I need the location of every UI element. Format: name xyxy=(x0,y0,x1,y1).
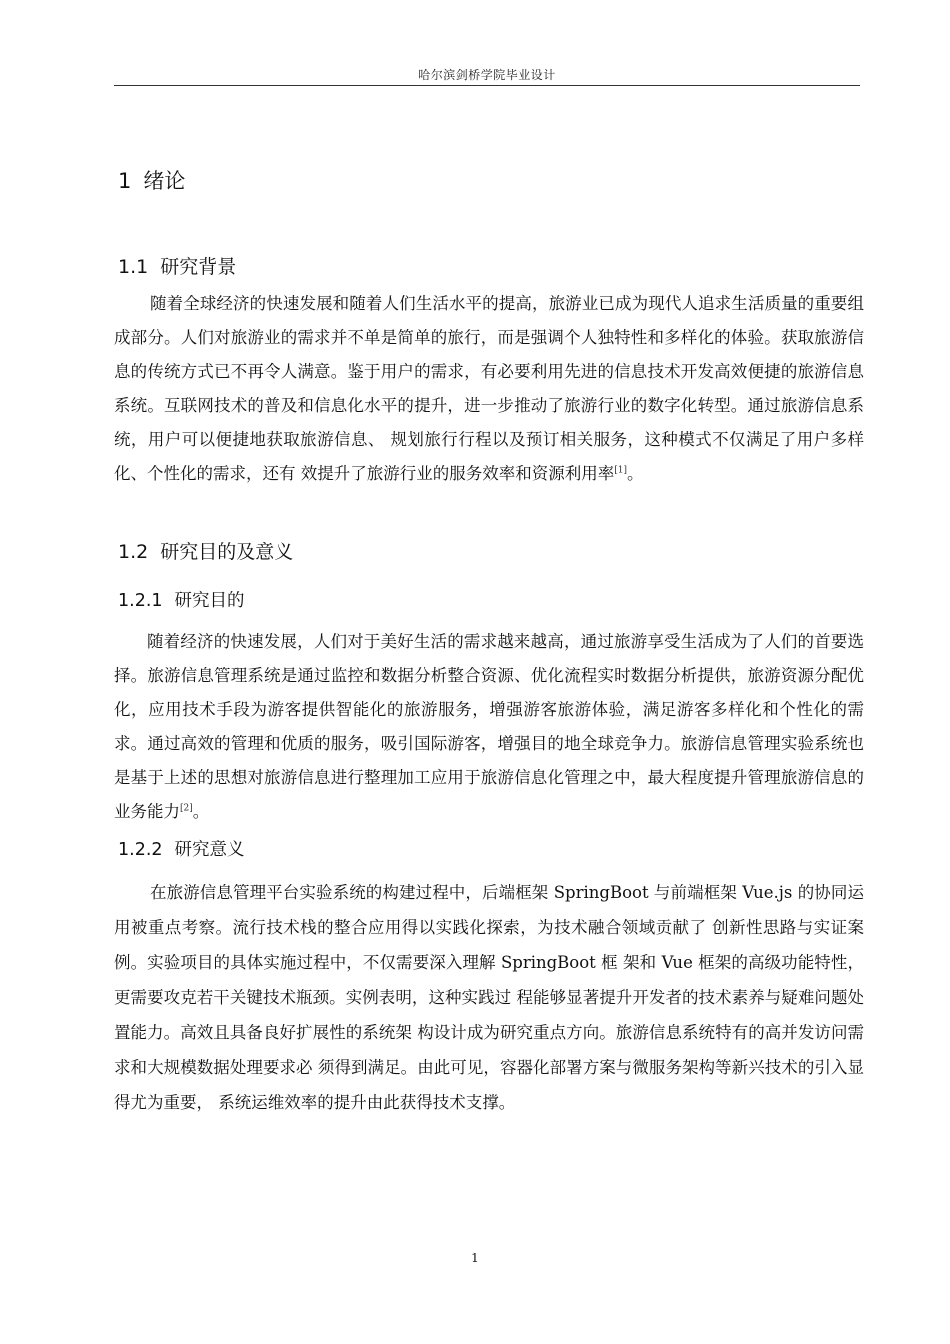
paragraph-background xyxy=(114,287,864,491)
chapter-number: 1 xyxy=(118,169,132,193)
subsection-heading-purpose xyxy=(118,587,245,612)
paragraph-text: 随着全球经济的快速发展和随着人们生活水平的提高，旅游业已成为现代人追求生活质量的重要组成部分。人们对旅游业的需求并不单是简单的旅行，而是强调个人独特性和多样化的体验。获取旅游信息的传统方式已不再令人满意。鉴于用户的需求，有必要利用先进的信息技术开发高效便捷的旅游信息系统。互联网技术的普及和信息化水平的提升，进一步推动了旅游行业的数字化转型。通过旅游信息系统，用户可以便捷地获取旅游信息、 规划旅行行程以及预订相关服务，这种模式不仅满足了用户多样化、个性化的需求，还有 效提升了旅游行业的服务效率和资源利用率 xyxy=(114,294,864,483)
header-rule xyxy=(114,85,860,86)
subsection-number: 1.2.2 xyxy=(118,840,163,860)
chapter-title: 绪论 xyxy=(143,169,186,193)
section-title: 研究背景 xyxy=(160,256,237,278)
subsection-title: 研究意义 xyxy=(174,840,245,860)
paragraph-purpose xyxy=(114,625,864,829)
paragraph-text: 在旅游信息管理平台实验系统的构建过程中，后端框架 SpringBoot 与前端框架 Vue.js 的协同运用被重点考察。流行技术栈的整合应用得以实践化探索，为技术融合领域贡献了 创新性思路与实证案例。实验项目的具体实施过程中，不仅需要深入理解 SpringBoot 框 架和 Vue 框架的高级功能特性，更需要攻克若干关键技术瓶颈。实例表明，这种实践过 程能够显著提升开发者的技术素养与疑难问题处置能力。高效且具备良好扩展性的系统架 构设计成为研究重点方向。旅游信息系统特有的高并发访问需求和大规模数据处理要求必 须得到满足。由此可见，容器化部署方案与微服务架构等新兴技术的引入显得尤为重要， 系统运维效率的提升由此获得技术支撑。 xyxy=(114,883,864,1112)
subsection-heading-significance xyxy=(118,836,245,861)
subsection-title: 研究目的 xyxy=(174,591,245,611)
paragraph-text: 随着经济的快速发展，人们对于美好生活的需求越来越高，通过旅游享受生活成为了人们的首要选择。旅游信息管理系统是通过监控和数据分析整合资源、优化流程实时数据分析提供，旅游资源分配优化，应用技术手段为游客提供智能化的旅游服务，增强游客旅游体验，满足游客多样化和个性化的需求。通过高效的管理和优质的服务，吸引国际游客，增强目的地全球竞争力。旅游信息管理实验系统也是基于上述的思想对旅游信息进行整理加工应用于旅游信息化管理之中，最大程度提升管理旅游信息的业务能力 xyxy=(114,632,864,821)
section-number: 1.2 xyxy=(118,541,149,563)
paragraph-end: 。 xyxy=(192,802,210,821)
section-title: 研究目的及意义 xyxy=(160,541,294,563)
paragraph-end: 。 xyxy=(627,464,644,483)
section-number: 1.1 xyxy=(118,256,149,278)
citation: [2] xyxy=(180,803,193,814)
citation: [1] xyxy=(614,465,627,476)
page-header: 哈尔滨剑桥学院毕业设计 xyxy=(418,68,556,82)
chapter-heading xyxy=(118,165,185,195)
page-number: 1 xyxy=(471,1251,479,1265)
section-heading-background xyxy=(118,252,236,279)
subsection-number: 1.2.1 xyxy=(118,591,163,611)
paragraph-significance xyxy=(114,875,864,1120)
section-heading-purpose-significance xyxy=(118,537,293,564)
